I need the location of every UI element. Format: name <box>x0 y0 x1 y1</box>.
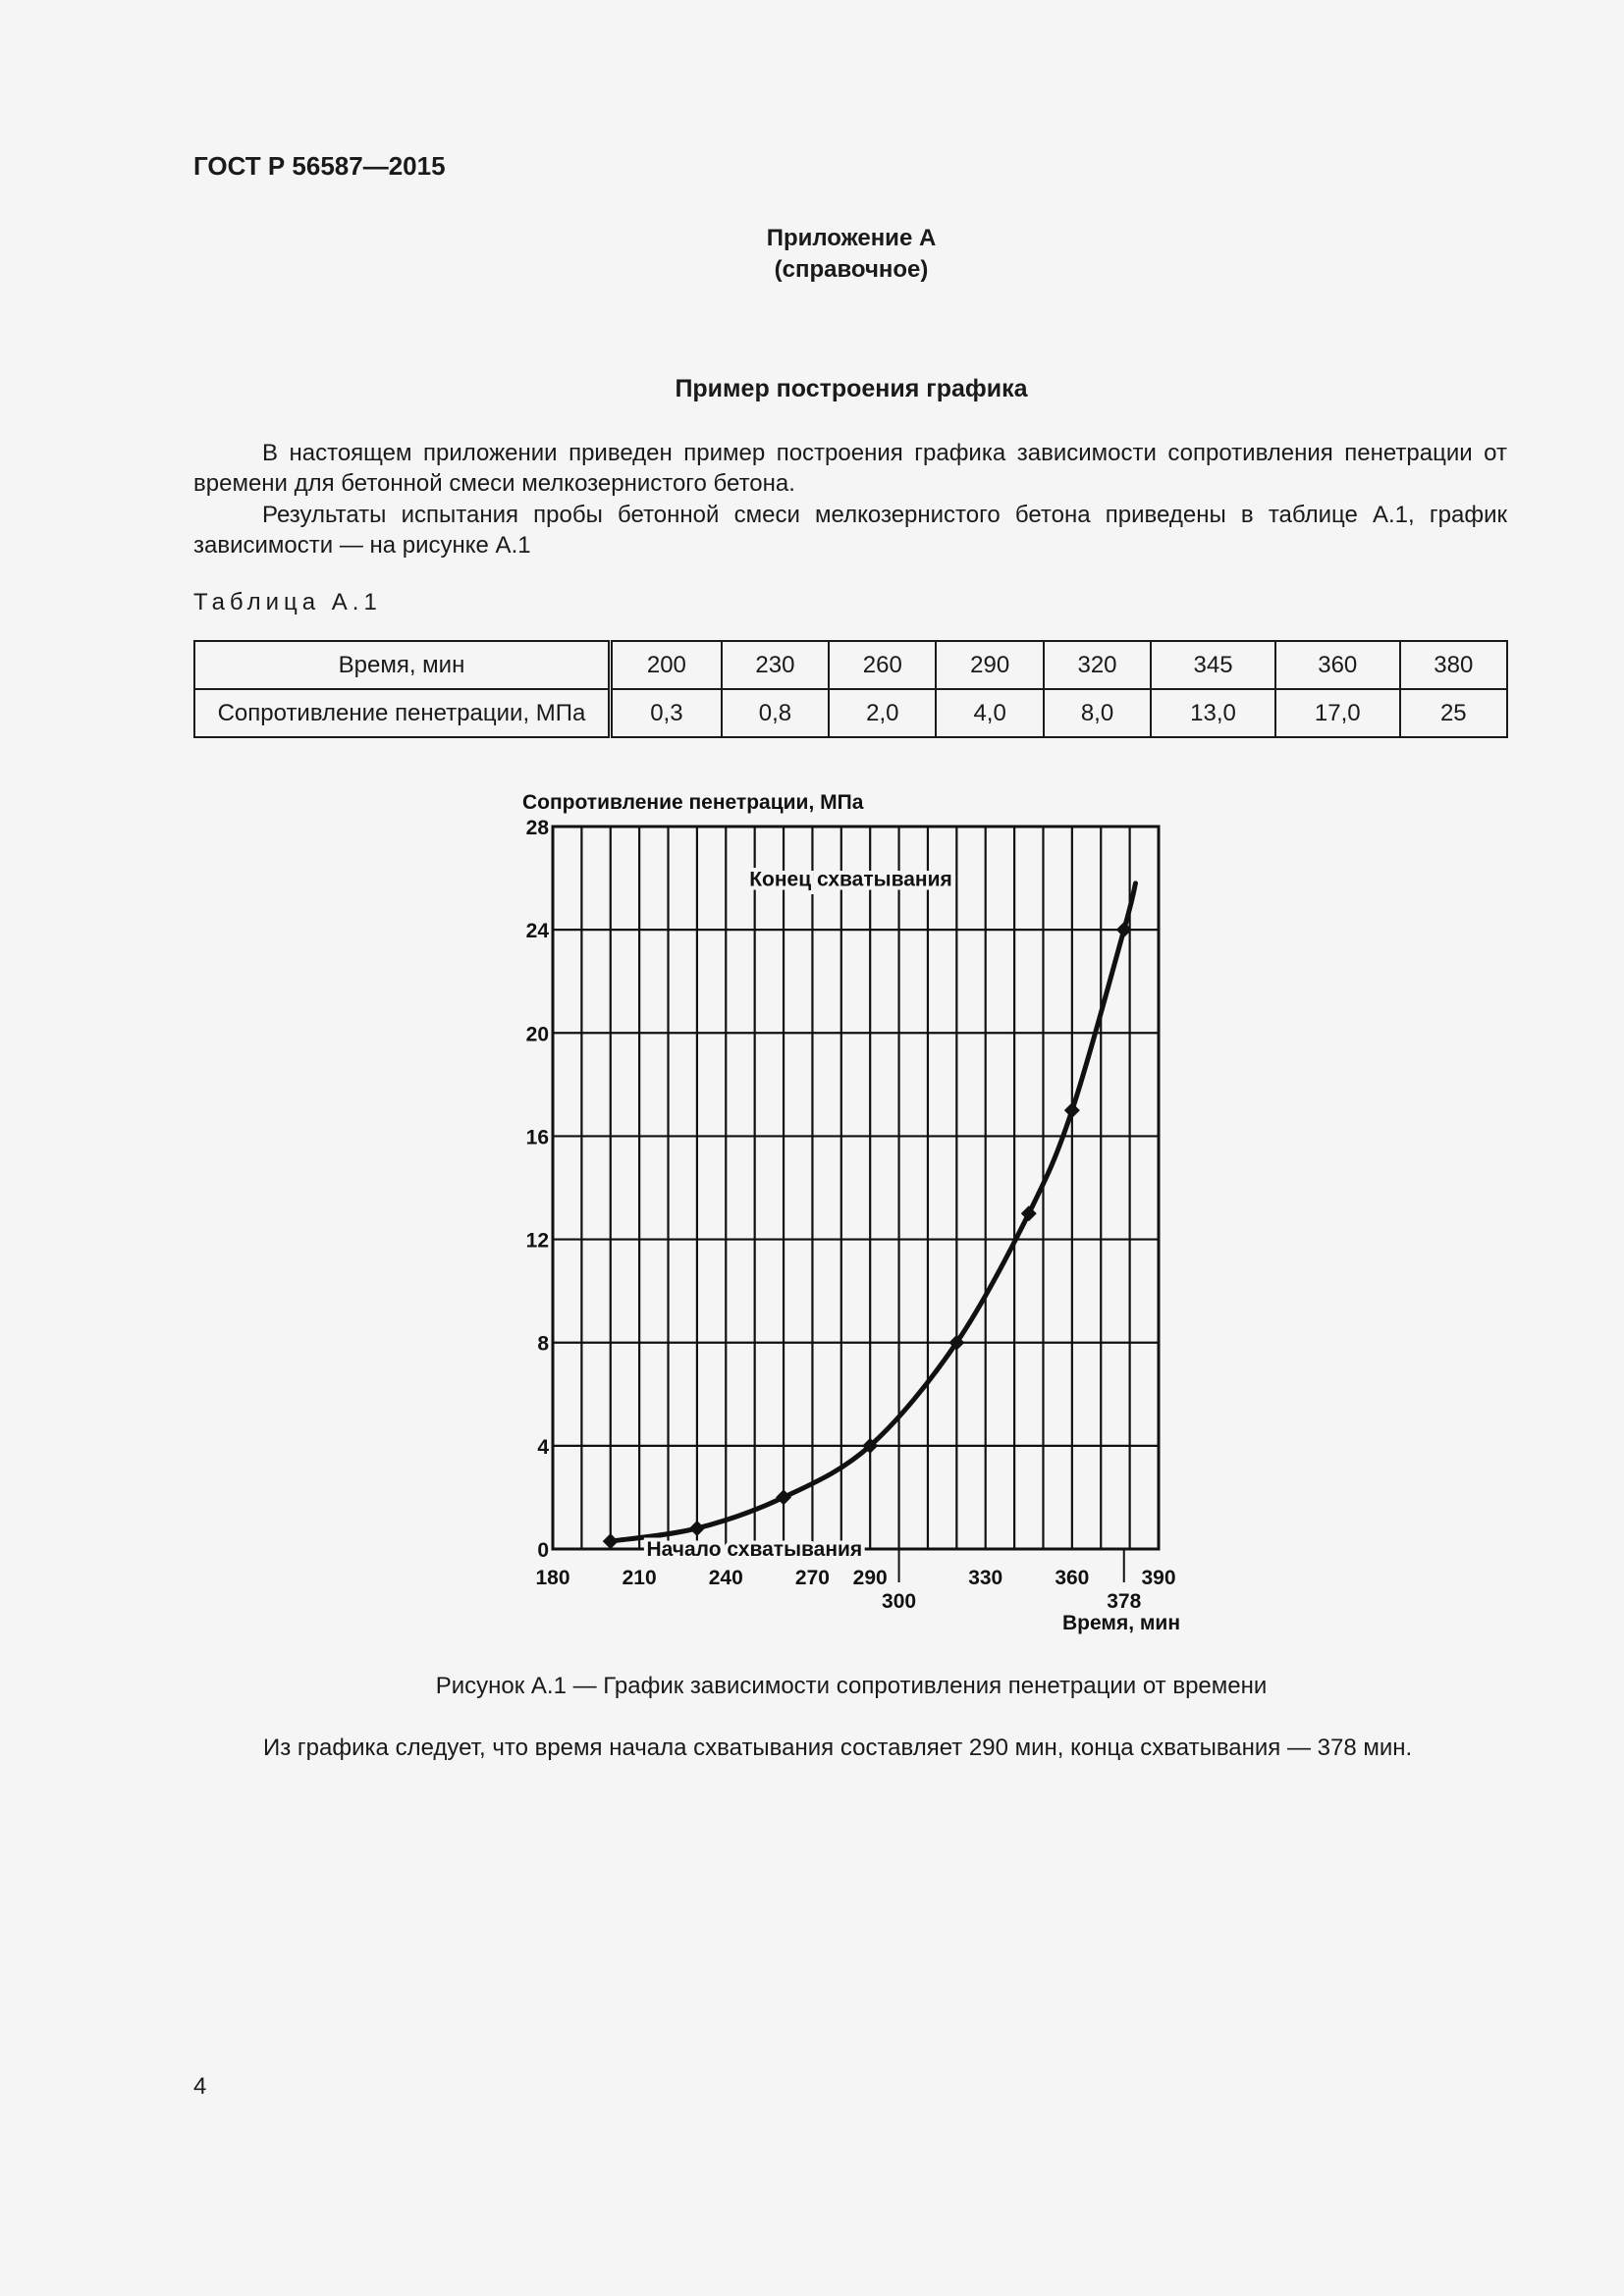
conclusion-text: Из графика следует, что время начала схватывания составляет 290 мин, конца схватывания — 378 мин. <box>263 1735 1413 1761</box>
y-axis-label: Сопротивление пенетрации, МПа <box>522 791 864 814</box>
row-header: Время, мин <box>194 641 611 689</box>
data-point <box>1021 1205 1037 1221</box>
table-cell: 4,0 <box>936 689 1043 737</box>
table-cell: 290 <box>936 641 1043 689</box>
table-cell: 360 <box>1275 641 1400 689</box>
data-point <box>689 1521 705 1536</box>
grid <box>553 827 1159 1549</box>
x-tick-label: 210 <box>622 1567 657 1589</box>
table-cell: 380 <box>1400 641 1507 689</box>
appendix-title: Приложение А <box>766 225 937 251</box>
table-caption: Таблица А.1 <box>193 589 382 615</box>
data-table <box>193 640 1508 738</box>
table-cell: 17,0 <box>1275 689 1400 737</box>
appendix-subtitle: (справочное) <box>774 256 929 283</box>
section-title: Пример построения графика <box>675 375 1028 402</box>
x-tick-label: 330 <box>968 1567 1003 1589</box>
data-point <box>1064 1102 1080 1118</box>
table-cell: 8,0 <box>1044 689 1151 737</box>
table-row-resistance <box>194 689 1507 737</box>
x-tick-label: 360 <box>1055 1567 1090 1589</box>
plot-frame <box>553 827 1159 1549</box>
table-cell: 320 <box>1044 641 1151 689</box>
figure-caption: Рисунок А.1 — График зависимости сопротивления пенетрации от времени <box>435 1673 1268 1699</box>
x-tick-label: 270 <box>794 1567 830 1589</box>
page-number: 4 <box>193 2073 207 2100</box>
annotation-set-start: Начало схватывания <box>646 1538 863 1561</box>
y-tick-label: 12 <box>525 1229 549 1253</box>
x-tick-label: 300 <box>882 1590 917 1613</box>
paragraph-results <box>193 500 1507 561</box>
table-cell: 2,0 <box>829 689 936 737</box>
row-header: Сопротивление пенетрации, МПа <box>194 689 611 737</box>
table-cell: 0,3 <box>611 689 722 737</box>
y-tick-label: 24 <box>525 920 549 943</box>
y-tick-label: 16 <box>525 1126 549 1149</box>
x-tick-label: 390 <box>1141 1567 1176 1589</box>
table-row-time <box>194 641 1507 689</box>
y-tick-label: 28 <box>525 817 549 839</box>
document-code: ГОСТ Р 56587—2015 <box>193 151 446 181</box>
table-cell: 0,8 <box>722 689 829 737</box>
paragraph-results-text: Результаты испытания пробы бетонной смеси мелкозернистого бетона приведены в таблице А.1, график зависимости — на рисунке А.1 <box>193 502 1507 559</box>
data-point <box>776 1489 791 1505</box>
paragraph-intro <box>193 438 1507 499</box>
x-axis-label: Время, мин <box>1062 1612 1180 1634</box>
table-cell: 260 <box>829 641 936 689</box>
y-tick-label: 8 <box>537 1332 549 1356</box>
x-tick-label: 240 <box>708 1567 743 1589</box>
x-tick-label: 180 <box>535 1567 570 1589</box>
table-cell: 200 <box>611 641 722 689</box>
y-tick-label: 0 <box>537 1539 549 1562</box>
penetration-chart <box>511 783 1198 1647</box>
annotation-set-end: Конец схватывания <box>749 868 952 891</box>
table-cell: 230 <box>722 641 829 689</box>
table-cell: 25 <box>1400 689 1507 737</box>
y-tick-label: 4 <box>537 1435 549 1459</box>
paragraph-intro-text: В настоящем приложении приведен пример построения графика зависимости сопротивления пенетрации от времени для бетонной смеси мелкозернистого бетона. <box>193 440 1507 497</box>
tick-labels <box>526 817 1176 1613</box>
data-point <box>603 1533 619 1549</box>
x-tick-label: 378 <box>1107 1590 1142 1613</box>
table-cell: 345 <box>1151 641 1275 689</box>
table-cell: 13,0 <box>1151 689 1275 737</box>
x-tick-label: 290 <box>852 1567 888 1589</box>
annotations <box>646 869 951 1561</box>
y-tick-label: 20 <box>525 1023 549 1046</box>
